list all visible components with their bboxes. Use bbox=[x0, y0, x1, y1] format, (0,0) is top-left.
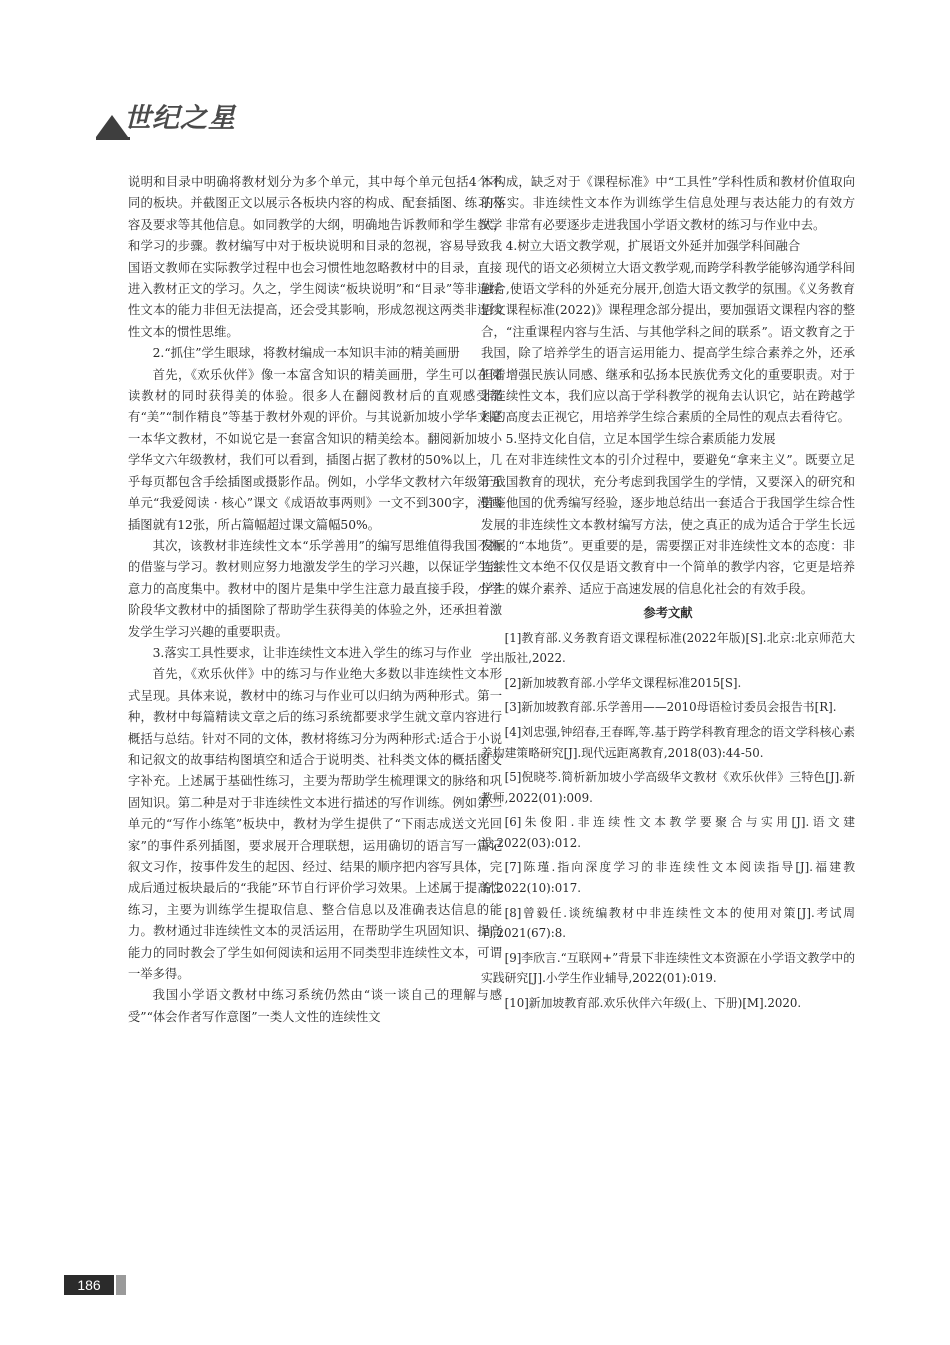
section-heading: 3.落实工具性要求，让非连续性文本进入学生的练习与作业 bbox=[152, 645, 472, 660]
reference-item: [5]倪晓芩.简析新加坡小学高级华文教材《欢乐伙伴》三特色[J].新教师,2022(01):009. bbox=[481, 770, 855, 805]
reference-item: [10]新加坡教育部.欢乐伙伴六年级(上、下册)[M].2020. bbox=[504, 996, 802, 1011]
reference-item: [6]朱俊阳.非连续性文本教学要聚合与实用[J].语文建设,2022(03):012. bbox=[481, 815, 855, 850]
reference-item: [7]陈瑾.指向深度学习的非连续性文本阅读指导[J].福建教育,2022(10):017. bbox=[481, 860, 855, 896]
reference-item: [1]教育部.义务教育语文课程标准(2022年版)[S].北京:北京师范大学出版社,2022. bbox=[481, 630, 855, 666]
section-heading: 5.坚持文化自信，立足本国学生综合素质能力发展 bbox=[505, 431, 776, 446]
page-number: 186 bbox=[64, 1275, 114, 1295]
paragraph: 我国小学语文教材中练习系统仍然由“谈一谈自己的理解与感受”“体会作者写作意图”一类人文性的连续性文 bbox=[128, 988, 502, 1024]
journal-header bbox=[0, 92, 950, 142]
paragraph: 首先，《欢乐伙伴》像一本富含知识的精美画册，学生可以在阅读教材的同时获得美的体验。很多人在翻阅教材后的直观感受都有“美”“制作精良”等基于教材外观的评价。与其说新加坡小学华文是一本华文教材，不如说它是一套富含知识的精美绘本。翻阅新加坡小学华文六年级教材，我们可以看到，插图占据了教材的50%以上，几乎每页都包含手绘插图或摄影作品。例如，小学华文教材六年级第五单元“我爱阅读 · 核心”课文《成语故事两则》一文不到300字，漫画插图就有12张，所占篇幅超过课文篇幅50%。 bbox=[128, 367, 502, 532]
reference-item: [4]刘忠强,钟绍春,王春晖,等.基于跨学科教育理念的语文学科核心素养构建策略研究[J].现代远距离教育,2018(03):44-50. bbox=[481, 724, 855, 760]
paragraph: 现代的语文必须树立大语文教学观,而跨学科教学能够沟通学科间融合,使语文学科的外延充分展开,创造大语文教学的氛围。《义务教育语文课程标准(2022)》课程理念部分提出，要加强语文课程内容的整合，“注重课程内容与生活、与其他学科之间的联系”。语文教育之于我国，除了培养学生的语言运用能力、提高学生综合素养之外，还承担着增强民族认同感、继承和弘扬本民族优秀文化的重要职责。对于非连续性文本，我们应以高于学科教学的视角去认识它，站在跨越学科的高度去正视它，用培养学生综合素质的全局性的观点去看待它。 bbox=[481, 260, 855, 425]
journal-logo: 世纪之星 bbox=[124, 103, 236, 134]
header-rule bbox=[96, 137, 130, 140]
reference-list bbox=[481, 628, 855, 1014]
reference-item: [2]新加坡教育部.小学华文课程标准2015[S]. bbox=[504, 675, 742, 690]
paragraph: 首先，《欢乐伙伴》中的练习与作业绝大多数以非连续性文本形式呈现。具体来说，教材中的练习与作业可以归纳为两种形式。第一种，教材中每篇精读文章之后的练习系统都要求学生就文章内容进行概括与总结。针对不同的文体，教材将练习分为两种形式:适合于小说和记叙文的故事结构图填空和适合于说明类、社科类文体的概括图文字补充。上述属于基础性练习，主要为帮助学生梳理课文的脉络和巩固知识。第二种是对于非连续性文本进行描述的写作训练。例如第二单元的“写作小练笔”板块中，教材为学生提供了“下雨志成送文光回家”的事件系列插图，要求展开合理联想，运用确切的语言写一篇记叙文习作，按事件发生的起因、经过、结果的顺序把内容写具体，完成后通过板块最后的“我能”环节自行评价学习效果。上述属于提高性练习，主要为训练学生提取信息、整合信息以及准确表达信息的能力。教材通过非连续性文本的灵活运用，在帮助学生巩固知识、提高能力的同时教会了学生如何阅读和运用不同类型非连续性文本，可谓一举多得。 bbox=[128, 667, 502, 982]
paragraph: 说明和目录中明确将教材划分为多个单元，其中每个单元包括4个不同的板块。并截图正文以展示各板块内容的构成、配套插图、练习内容及要求等其他信息。如同教学的大纲，明确地告诉教师和学生教学和学习的步骤。教材编写中对于板块说明和目录的忽视，容易导致我国语文教师在实际教学过程中也会习惯性地忽略教材中的目录，直接进入教材正文的学习。久之，学生阅读“板块说明”和“目录”等非连续性文本的能力非但无法提高，还会受其影响，形成忽视这两类非连续性文本的惯性思维。 bbox=[128, 175, 502, 339]
section-heading: 4.树立大语文教学观，扩展语文外延并加强学科间融合 bbox=[505, 239, 801, 254]
reference-item: [8]曾毅任.谈统编教材中非连续性文本的使用对策[J].考试周刊,2021(67):8. bbox=[481, 905, 855, 941]
reference-item: [3]新加坡教育部.乐学善用——2010母语检讨委员会报告书[R]. bbox=[504, 700, 837, 715]
right-column bbox=[481, 172, 855, 1014]
paragraph: 本构成，缺乏对于《课程标准》中“工具性”学科性质和教材价值取向的落实。非连续性文本作为训练学生信息处理与表达能力的有效方式，非常有必要逐步走进我国小学语文教材的练习与作业中去。 bbox=[481, 175, 855, 232]
reference-item: [9]李欣言.“互联网+”背景下非连续性文本资源在小学语文教学中的实践研究[J].小学生作业辅导,2022(01):019. bbox=[481, 950, 855, 986]
section-heading: 2.“抓住”学生眼球，将教材编成一本知识丰沛的精美画册 bbox=[152, 346, 460, 361]
left-column bbox=[128, 172, 502, 1028]
paragraph: 其次，该教材非连续性文本“乐学善用”的编写思维值得我国不断的借鉴与学习。教材则应努力地激发学生的学习兴趣，以保证学生注意力的高度集中。教材中的图片是集中学生注意力最直接手段，小学阶段华文教材中的插图除了帮助学生获得美的体验之外，还承担着激发学生学习兴趣的重要职责。 bbox=[128, 538, 502, 639]
references-title: 参考文献 bbox=[643, 605, 693, 621]
footer-bar bbox=[116, 1275, 126, 1295]
paragraph: 在对非连续性文本的引介过程中，要避免“拿来主义”。既要立足于我国教育的现状，充分考虑到我国学生的学情，又要深入的研究和借鉴他国的优秀编写经验，逐步地总结出一套适合于我国学生综合性发展的非连续性文本教材编写方法，使之真正的成为适合于学生长远发展的“本地货”。更重要的是，需要摆正对非连续性文本的态度：非连续性文本绝不仅仅是语文教育中一个简单的教学内容，它更是培养学生的媒介素养、适应于高速发展的信息化社会的有效手段。 bbox=[481, 453, 855, 596]
